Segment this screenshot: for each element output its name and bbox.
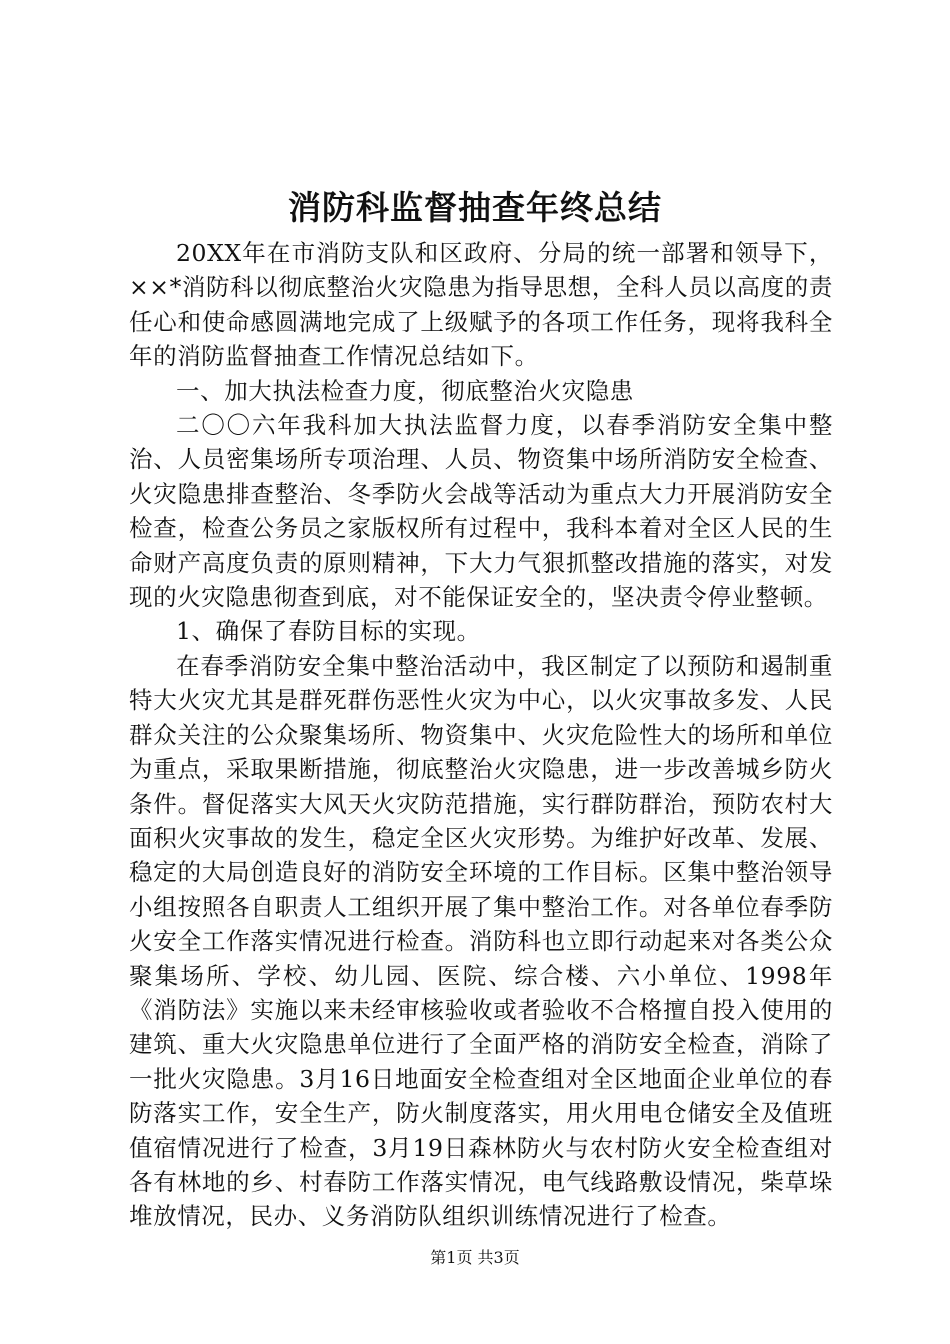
document-body	[129, 236, 833, 1234]
document-title: 消防科监督抽查年终总结	[288, 188, 662, 227]
paragraph-intro: 20XX年在市消防支队和区政府、分局的统一部署和领导下，××*消防科以彻底整治火灾隐患为指导思想，全科人员以高度的责任心和使命感圆满地完成了上级赋予的各项工作任务，现将我科全年的消防监督抽查工作情况总结如下。	[129, 239, 833, 371]
page-number-footer: 第1页 共3页	[430, 1248, 520, 1267]
paragraph-spring-campaign: 在春季消防安全集中整治活动中，我区制定了以预防和遏制重特大火灾尤其是群死群伤恶性火灾为中心，以火灾事故多发、人民群众关注的公众聚集场所、物资集中、火灾危险性大的场所和单位为重点，采取果断措施，彻底整治火灾隐患，进一步改善城乡防火条件。督促落实大风天火灾防范措施，实行群防群治，预防农村大面积火灾事故的发生，稳定全区火灾形势。为维护好改革、发展、稳定的大局创造良好的消防安全环境的工作目标。区集中整治领导小组按照各自职责人工组织开展了集中整治工作。对各单位春季防火安全工作落实情况进行检查。消防科也立即行动起来对各类公众聚集场所、学校、幼儿园、医院、综合楼、六小单位、1998年《消防法》实施以来未经审核验收或者验收不合格擅自投入使用的建筑、重大火灾隐患单位进行了全面严格的消防安全检查，消除了一批火灾隐患。3月16日地面安全检查组对全区地面企业单位的春防落实工作，安全生产，防火制度落实，用火用电仓储安全及值班值宿情况进行了检查，3月19日森林防火与农村防火安全检查组对各有林地的乡、村春防工作落实情况，电气线路敷设情况，柴草垛堆放情况，民办、义务消防队组织训练情况进行了检查。	[129, 651, 833, 1231]
subsection-heading-1: 1、确保了春防目标的实现。	[176, 617, 481, 646]
section-heading-1: 一、加大执法检查力度，彻底整治火灾隐患	[176, 376, 634, 405]
paragraph-enforcement: 二〇〇六年我科加大执法监督力度，以春季消防安全集中整治、人员密集场所专项治理、人员、物资集中场所消防安全检查、火灾隐患排查整治、冬季防火会战等活动为重点大力开展消防安全检查，检查公务员之家版权所有过程中，我科本着对全区人民的生命财产高度负责的原则精神，下大力气狠抓整改措施的落实，对发现的火灾隐患彻查到底，对不能保证安全的，坚决责令停业整顿。	[129, 411, 833, 612]
